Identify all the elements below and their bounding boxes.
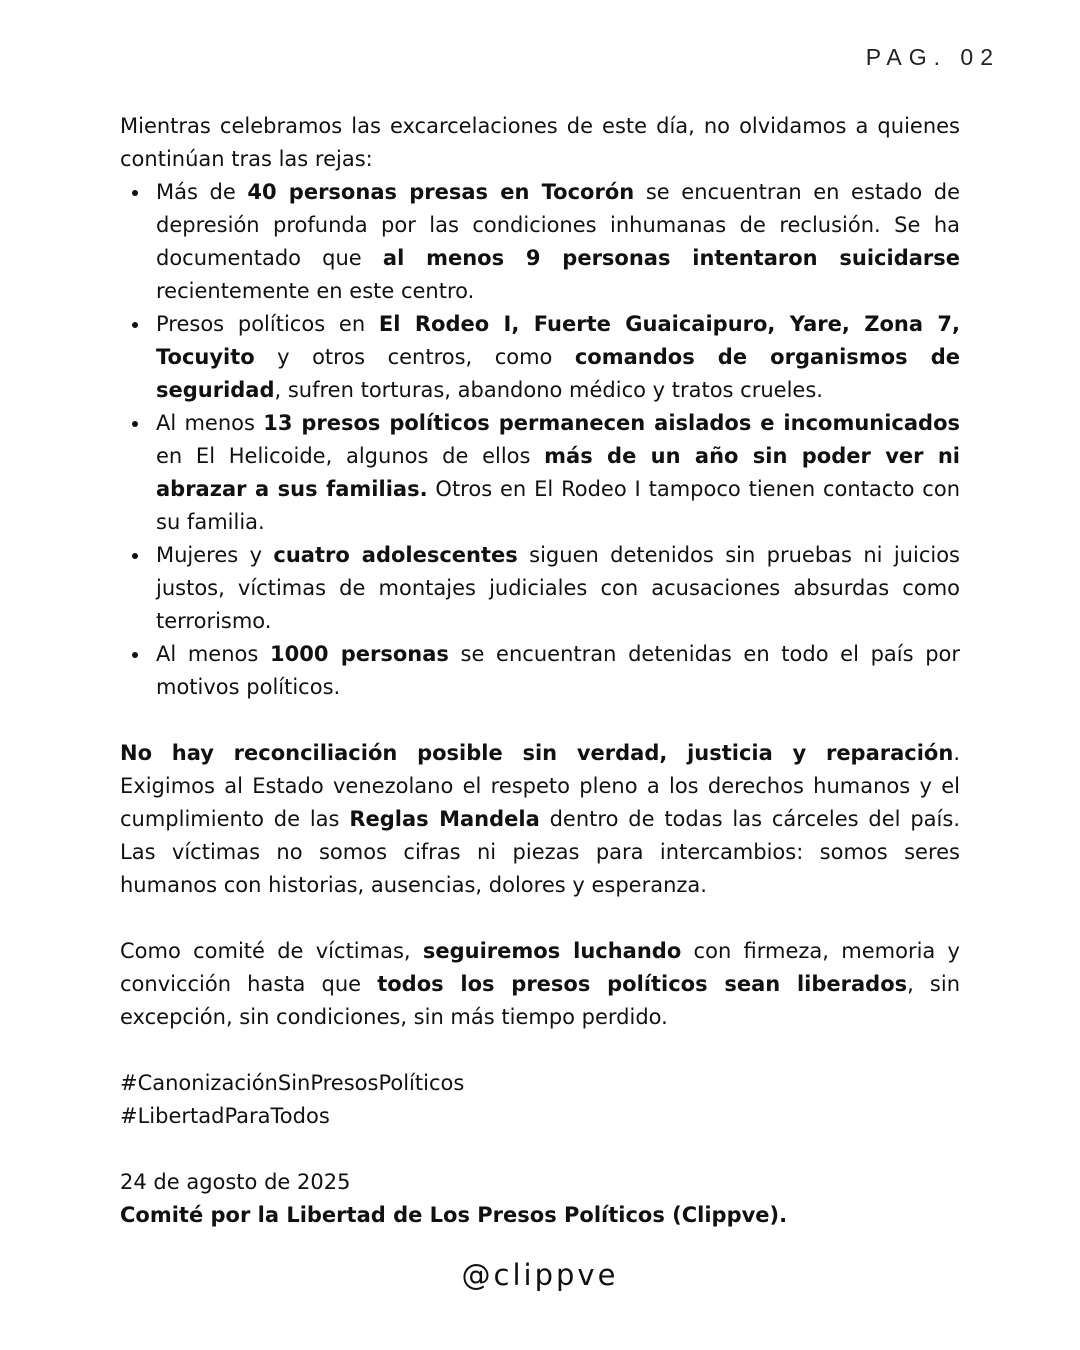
- bullet-text: Mujeres y: [156, 543, 274, 567]
- bullet-bold-text: comandos de organismos de seguridad: [156, 345, 960, 402]
- bullet-icon: [132, 322, 138, 328]
- bullet-text: y otros centros, como: [254, 345, 575, 369]
- commitment-paragraph: [120, 935, 960, 1034]
- paragraph-text: con firmeza, memoria y convicción hasta que: [120, 939, 960, 996]
- prisoner-conditions-list: [120, 176, 960, 704]
- document-body: [120, 110, 960, 1232]
- bullet-icon: [132, 421, 138, 427]
- bullet-text: Otros en El Rodeo I tampoco tienen contacto con su familia.: [156, 477, 960, 534]
- bullet-icon: [132, 652, 138, 658]
- date: 24 de agosto de 2025: [120, 1170, 351, 1194]
- bold-text: seguiremos luchando: [422, 939, 682, 963]
- signature-text: Comité por la Libertad de Los Presos Políticos (Clippve).: [120, 1203, 788, 1227]
- bullet-text: Presos políticos en: [156, 312, 379, 336]
- bullet-text: en El Helicoide, algunos de ellos: [156, 444, 545, 468]
- bullet-bold-text: 13 presos políticos permanecen aislados e incomunicados: [263, 411, 960, 435]
- bullet-bold-text: 1000 personas: [269, 642, 449, 666]
- bullet-text: recientemente en este centro.: [156, 279, 475, 303]
- list-item: [156, 638, 960, 704]
- bullet-bold-text: cuatro adolescentes: [273, 543, 518, 567]
- bullet-text: Más de: [156, 180, 248, 204]
- intro-paragraph: Mientras celebramos las excarcelaciones de este día, no olvidamos a quienes continúan tras las rejas:: [120, 114, 960, 171]
- spacer: [120, 1034, 960, 1067]
- bold-text: todos los presos políticos sean liberados: [377, 972, 908, 996]
- reconciliation-paragraph: [120, 737, 960, 902]
- hashtag: #LibertadParaTodos: [120, 1104, 330, 1128]
- bullet-bold-text: 40 personas presas en Tocorón: [247, 180, 635, 204]
- list-item: [156, 539, 960, 638]
- bold-text: Reglas Mandela: [349, 807, 540, 831]
- bullet-text: se encuentran en estado de depresión profunda por las condiciones inhumanas de reclusión. Se ha documentado que: [156, 180, 961, 270]
- bullet-bold-text: al menos 9 personas intentaron suicidarse: [382, 246, 960, 270]
- bold-text: No hay reconciliación posible sin verdad, justicia y reparación: [120, 741, 954, 765]
- bullet-text: , sufren torturas, abandono médico y tratos crueles.: [274, 378, 823, 402]
- hashtag: #CanonizaciónSinPresosPolíticos: [120, 1071, 465, 1095]
- spacer: [120, 902, 960, 935]
- paragraph-text: . Exigimos al Estado venezolano el respeto pleno a los derechos humanos y el cumplimiento de las: [120, 741, 960, 831]
- list-item: [156, 407, 960, 539]
- bullet-text: siguen detenidos sin pruebas ni juicios justos, víctimas de montajes judiciales con acusaciones absurdas como terrorismo.: [156, 543, 961, 633]
- page-number: PAG. 02: [865, 44, 1000, 70]
- list-item: [156, 176, 960, 308]
- list-item: [156, 308, 960, 407]
- signature: [120, 1199, 960, 1232]
- paragraph-text: , sin excepción, sin condiciones, sin más tiempo perdido.: [120, 972, 961, 1029]
- paragraph-text: dentro de todas las cárceles del país. Las víctimas no somos cifras ni piezas para intercambios: somos seres humanos con historias, ausencias, dolores y esperanza.: [120, 807, 960, 897]
- spacer: [120, 704, 960, 737]
- spacer: [120, 1133, 960, 1166]
- bullet-text: se encuentran detenidas en todo el país por motivos políticos.: [156, 642, 961, 699]
- bullet-icon: [132, 190, 138, 196]
- bullet-text: Al menos: [156, 642, 270, 666]
- bullet-bold-text: más de un año sin poder ver ni abrazar a sus familias.: [156, 444, 960, 501]
- social-handle: @clippve: [461, 1258, 619, 1292]
- paragraph-text: Como comité de víctimas,: [120, 939, 423, 963]
- bullet-icon: [132, 553, 138, 559]
- bullet-bold-text: El Rodeo I, Fuerte Guaicaipuro, Yare, Zona 7, Tocuyito: [156, 312, 961, 369]
- bullet-text: Al menos: [156, 411, 264, 435]
